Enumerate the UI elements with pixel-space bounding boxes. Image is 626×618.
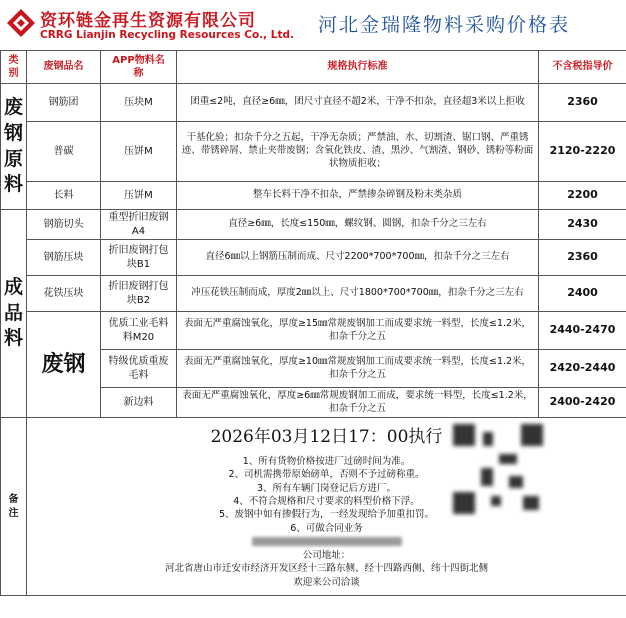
table-header-row xyxy=(1,51,626,84)
row-material: 折旧废钢打包块B1 xyxy=(101,240,177,276)
row-material: 压饼M xyxy=(101,182,177,210)
row-material xyxy=(101,350,177,388)
row-standard: 冲压花铁压制而成，厚度2㎜以上、尺寸1800*700*700㎜，扣杂千分之三左右 xyxy=(177,276,539,312)
header-material: APP物料名 称 xyxy=(101,51,177,84)
table-row xyxy=(1,210,626,240)
row-price: 2430 xyxy=(539,210,626,240)
notes-label xyxy=(1,418,27,596)
row-name: 钢筋团 xyxy=(27,84,101,122)
table-row xyxy=(1,276,626,312)
note-item: 3、所有车辆门岗登记后方进厂。 xyxy=(256,482,397,494)
row-name-part: 优质工业毛料 xyxy=(108,318,169,329)
row-price: 2200 xyxy=(539,182,626,210)
redacted-contact xyxy=(30,535,623,548)
row-name-part: 特级优质重 xyxy=(108,356,159,367)
row-material: 压饼M xyxy=(101,122,177,182)
row-price: 2360 xyxy=(539,240,626,276)
row-standard: 干基化验；扣杂千分之五起，干净无杂质；严禁油、水、切割渣、锯口钢、严重锈迹、带锈碎屑、禁止夹带废钢；含氧化铁皮、渣、黑沙、气割渣、钢砂、锈粉等粉面状物质拒收； xyxy=(177,122,539,182)
table-row xyxy=(1,84,626,122)
notes-label-text: 备注 xyxy=(8,494,19,519)
header-standard: 规格执行标准 xyxy=(177,51,539,84)
row-standard: 表面无严重腐蚀氧化，厚度≥15㎜常规废钢加工而成要求统一料型，长度≤1.2米，扣杂千分之五 xyxy=(177,312,539,350)
company-name-cn: 资环链金再生资源有限公司 xyxy=(40,11,256,31)
row-standard: 直径6㎜以上钢筋压制而成、尺寸2200*700*700㎜，扣杂千分之三左右 xyxy=(177,240,539,276)
row-standard: 整车长料干净不扣杂，严禁掺杂碎钢及粉末类杂质 xyxy=(177,182,539,210)
row-standard: 表面无严重腐蚀氧化，厚度≥10㎜常规废钢加工而成要求统一料型，长度≤1.2米，扣杂千分之五 xyxy=(177,350,539,388)
row-price: 2420-2440 xyxy=(539,350,626,388)
notes-cell xyxy=(27,418,626,596)
table-row xyxy=(1,312,626,350)
category-finished: 成品料 xyxy=(1,210,27,418)
row-standard: 直径≥6㎜，长度≤150㎜，螺纹钢、圆钢，扣杂千分之三左右 xyxy=(177,210,539,240)
header xyxy=(0,0,626,50)
row-price: 2400 xyxy=(539,276,626,312)
row-material-part: 废毛料 xyxy=(128,356,169,381)
category-raw: 废钢原料 xyxy=(1,84,27,210)
row-name: 花铁压块 xyxy=(27,276,101,312)
row-price: 2400-2420 xyxy=(539,388,626,418)
row-standard: 表面无严重腐蚀氧化，厚度≥6㎜常规废钢加工而成，要求统一料型，长度≤1.2米，扣杂千分之五 xyxy=(177,388,539,418)
row-material: 压块M xyxy=(101,84,177,122)
welcome-text: 欢迎来公司洽谈 xyxy=(293,576,360,588)
price-table xyxy=(0,50,626,596)
row-name: 钢筋压块 xyxy=(27,240,101,276)
row-price: 2120-2220 xyxy=(539,122,626,182)
row-material: 折旧废钢打包块B2 xyxy=(101,276,177,312)
note-item: 5、废钢中如有掺假行为，一经发现给予加重扣罚。 xyxy=(218,509,435,521)
table-row xyxy=(1,122,626,182)
row-standard: 团重≤2吨，直径≥6㎜，团尺寸直径不超2米，干净不扣杂，直径超3米以上拒收 xyxy=(177,84,539,122)
row-material: 新边料 xyxy=(101,388,177,418)
subcategory-scrap: 废钢 xyxy=(27,312,101,418)
address: 河北省唐山市迁安市经济开发区经十三路东侧、经十四路西侧、纬十四街北侧 xyxy=(164,563,488,575)
company-name-en: CRRG Lianjin Recycling Resources Co., Ltd. xyxy=(40,29,295,41)
effective-date: 2026年03月12日17：00执行 xyxy=(210,426,443,447)
note-item: 4、不符合规格和尺寸要求的料型价格下浮。 xyxy=(233,496,420,507)
table-row xyxy=(1,182,626,210)
row-name: 普碳 xyxy=(27,122,101,182)
header-price: 不含税指导价 xyxy=(539,51,626,84)
note-item: 1、所有货物价格按进厂过磅时间为准。 xyxy=(242,455,411,467)
qr-code-icon xyxy=(453,424,543,514)
company-logo-icon xyxy=(6,8,36,38)
notes-row xyxy=(1,418,626,596)
address-label: 公司地址： xyxy=(302,549,351,561)
row-price: 2360 xyxy=(539,84,626,122)
row-price: 2440-2470 xyxy=(539,312,626,350)
note-item: 2、司机需携带原始磅单，否则不予过磅称重。 xyxy=(228,469,425,481)
header-category: 类别 xyxy=(1,51,27,84)
row-name: 钢筋切头 xyxy=(27,210,101,240)
row-name: 长料 xyxy=(27,182,101,210)
header-name: 废钢品名 xyxy=(27,51,101,84)
note-item: 6、可做合同业务 xyxy=(290,522,363,534)
row-material xyxy=(101,312,177,350)
row-material: 重型折旧废钢A4 xyxy=(101,210,177,240)
row-material-part: 料M20 xyxy=(122,331,155,343)
table-row xyxy=(1,240,626,276)
page-title: 河北金瑞隆物料采购价格表 xyxy=(318,14,571,36)
